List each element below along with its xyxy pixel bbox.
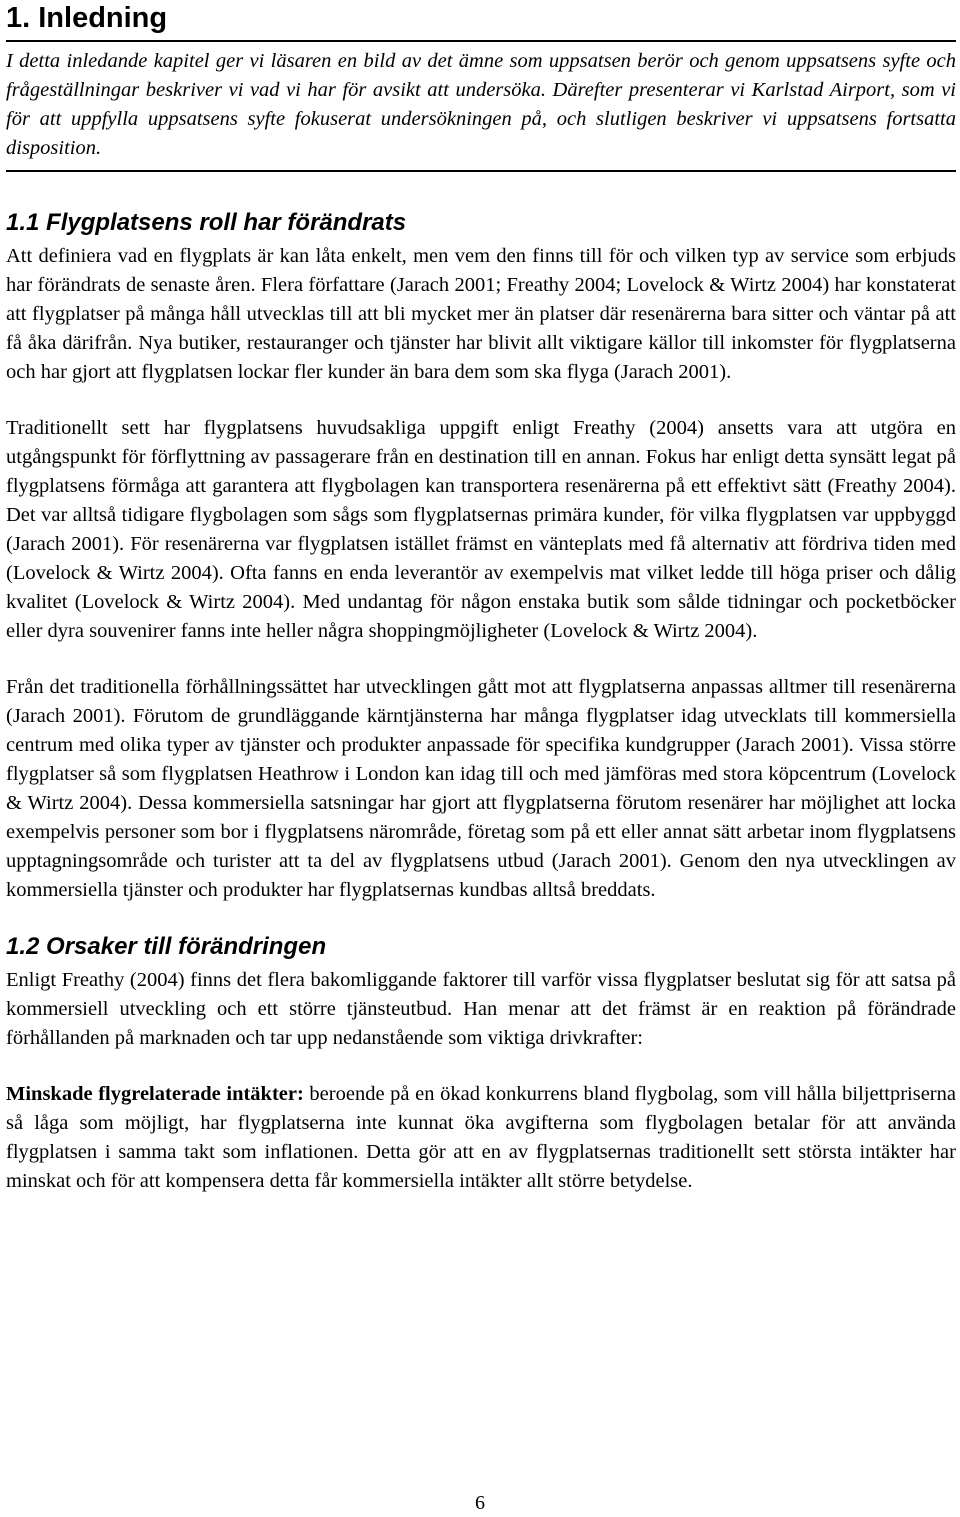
section-1-2-heading: 1.2 Orsaker till förändringen <box>6 933 327 960</box>
section-1-2-paragraph-2 <box>6 1080 956 1196</box>
document-page <box>6 0 956 1196</box>
chapter-intro: I detta inledande kapitel ger vi läsaren en bild av det ämne som uppsatsen berör och genom uppsatsens syfte och frågeställningar beskriver vi vad vi har för avsikt att undersöka. Därefter presenterar vi Karlstad Airport, som vi för att uppfylla uppsatsens syfte fokuserat undersökningen på, och slutligen beskriver vi uppsatsens fortsatta disposition. <box>6 50 956 159</box>
chapter-top-rule <box>6 40 956 42</box>
paragraph-body: beroende på en ökad konkurrens bland flygbolag, som vill hålla biljettpriserna så låga som möjligt, har flygplatserna inte kunnat öka avgifterna som flygbolagen betalar för att använda flygplatsen i samma takt som inflationen. Detta gör att en av flygplatsernas traditionellt sett största intäkter har minskat och för att kompensera detta får kommersiella intäkter allt större betydelse. <box>6 1083 956 1192</box>
section-1-1-heading: 1.1 Flygplatsens roll har förändrats <box>6 209 407 236</box>
page-number: 6 <box>475 1492 485 1514</box>
section-1-1-paragraph-3: Från det traditionella förhållningssättet har utvecklingen gått mot att flygplatserna anpassas alltmer till resenärerna (Jarach 2001). Förutom de grundläggande kärntjänsterna har många flygplatser idag utvecklats till kommersiella centrum med olika typer av tjänster och produkter anpassade för specifika kundgrupper (Jarach 2001). Vissa större flygplatser så som flygplatsen Heathrow i London kan idag till och med jämföras med stora köpcentrum (Lovelock & Wirtz 2004). Dessa kommersiella satsningar har gjort att flygplatserna förutom resenärer har möjlighet att locka exempelvis personer som bor i flygplatsens närområde, företag som på ett eller annat sätt arbetar inom flygplatsens upptagningsområde och turister att ta del av flygplatsens utbud (Jarach 2001). Genom den nya utvecklingen av kommersiella tjänster och produkter har flygplatsernas kundbas alltså breddats. <box>6 676 956 901</box>
chapter-bottom-rule <box>6 170 956 172</box>
section-1-1-paragraph-2: Traditionellt sett har flygplatsens huvudsakliga uppgift enligt Freathy (2004) ansetts vara att utgöra en utgångspunkt för förflyttning av passagerare från en destination till en annan. Fokus har enligt detta synsätt legat på flygplatsens förmåga att garantera att flygbolagen kan transportera resenärerna på ett effektivt sätt (Freathy 2004). Det var alltså tidigare flygbolagen som sågs som flygplatsernas primära kunder, för vilka flygplatsen var uppbyggd (Jarach 2001). För resenärerna var flygplatsen istället främst en vänteplats med få alternativ att fördriva tiden med (Lovelock & Wirtz 2004). Ofta fanns en enda leverantör av exempelvis mat vilket ledde till höga priser och dålig kvalitet (Lovelock & Wirtz 2004). Med undantag för någon enstaka butik som sålde tidningar och pocketböcker eller dyra souvenirer fanns inte heller några shoppingmöjligheter (Lovelock & Wirtz 2004). <box>6 417 956 642</box>
paragraph-lead-in: Minskade flygrelaterade intäkter: <box>6 1083 304 1105</box>
chapter-title: 1. Inledning <box>6 2 168 34</box>
section-1-2-paragraph-1: Enligt Freathy (2004) finns det flera bakomliggande faktorer till varför vissa flygplatser beslutat sig för att satsa på kommersiell utveckling och ett större tjänsteutbud. Han menar att det främst är en reaktion på förändrade förhållanden på marknaden och tar upp nedanstående som viktiga drivkrafter: <box>6 969 956 1049</box>
section-1-1-paragraph-1: Att definiera vad en flygplats är kan låta enkelt, men vem den finns till för och vilken typ av service som erbjuds har förändrats de senaste åren. Flera författare (Jarach 2001; Freathy 2004; Lovelock & Wirtz 2004) har konstaterat att flygplatser på många håll utvecklas till att bli mycket mer än platser där resenärerna bara sitter och väntar på att få åka därifrån. Nya butiker, restauranger och tjänster har blivit allt viktigare källor till inkomster för flygplatserna och har gjort att flygplatsen lockar fler kunder än bara dem som ska flyga (Jarach 2001). <box>6 245 956 383</box>
